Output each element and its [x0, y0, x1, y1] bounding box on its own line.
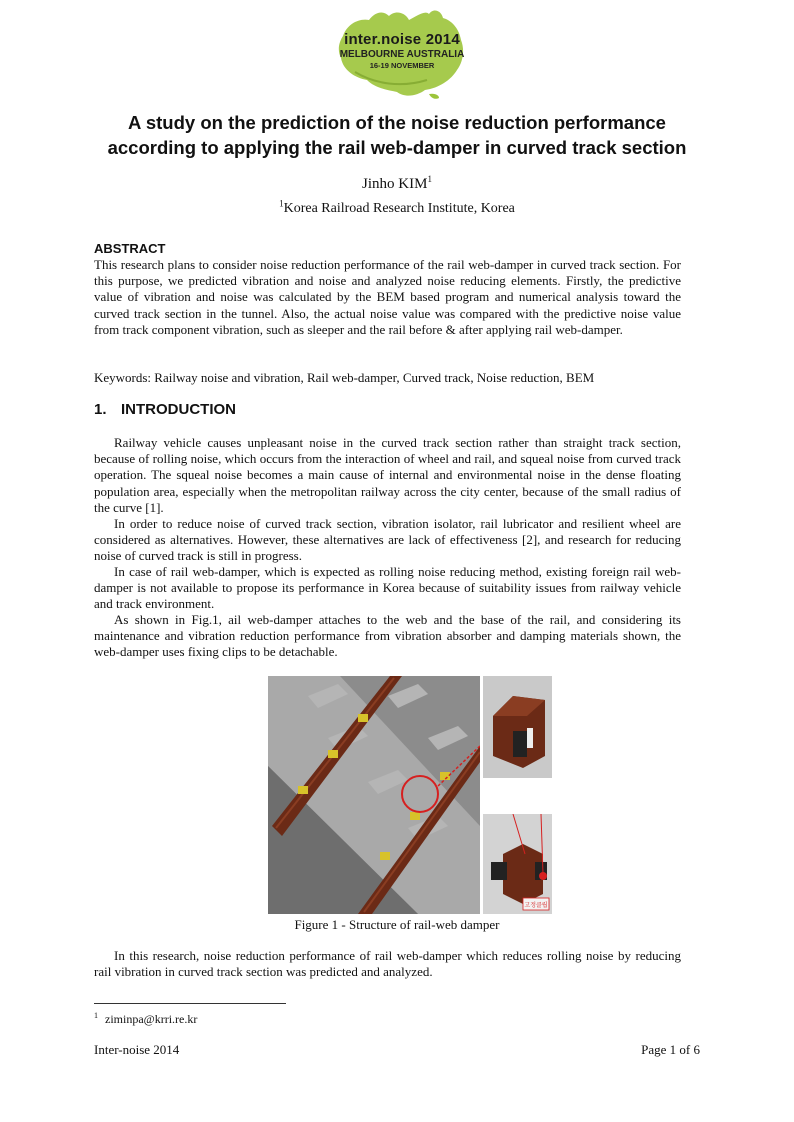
title-line-1: A study on the prediction of the noise reduction performance: [128, 112, 666, 133]
logo-dates: 16-19 NOVEMBER: [369, 61, 435, 70]
paper-title: [80, 110, 714, 160]
intro-paragraph-5: In this research, noise reduction performance of rail web-damper which reduces rolling noise by reducing rail vibration in curved track section was predicted and analyzed.: [94, 948, 681, 980]
affiliation: [0, 198, 794, 217]
logo-subtitle: MELBOURNE AUSTRALIA: [339, 49, 465, 60]
footnote-marker: 1: [94, 1011, 98, 1020]
footnote-email: ziminpa@krri.re.kr: [105, 1012, 198, 1026]
intro-paragraph-3: In case of rail web-damper, which is expected as rolling noise reducing method, existing foreign rail web-damper is not available to propose its performance in Korea because of suitability issues from railway vehicle and track environment.: [94, 564, 681, 612]
track-render-image: [268, 676, 480, 914]
figure-1: [268, 676, 552, 914]
title-line-2: according to applying the rail web-damper in curved track section: [107, 137, 687, 158]
conference-logo: [325, 6, 475, 102]
abstract-body: This research plans to consider noise reduction performance of the rail web-damper in curved track section. For this purpose, we predicted vibration and noise and analyzed noise reducing elements. Firstly, the predictive value of vibration and noise was calculated by the BEM based program and numerical analysis toward the curved track section in the tunnel. Also, the actual noise value was compared with the predictive noise value from track component vibration, such as sleeper and the rail before & after applying rail web-damper.: [94, 257, 681, 337]
intro-paragraph-4: As shown in Fig.1, ail web-damper attaches to the web and the base of the rail, and considering its maintenance and vibration reduction performance from vibration absorber and damping materials shown, the web-damper uses fixing clips to be detachable.: [94, 612, 681, 660]
figure-caption: Figure 1 - Structure of rail-web damper: [294, 917, 500, 932]
logo-title: inter.noise 2014: [344, 31, 460, 48]
damper-clip-image: [483, 814, 552, 914]
footnote: [94, 1012, 197, 1027]
abstract-heading: ABSTRACT: [94, 241, 166, 256]
author-name: Jinho KIM: [362, 176, 428, 192]
intro-paragraph-1: Railway vehicle causes unpleasant noise in the curved track section rather than straight track section, because of rolling noise, which occurs from the interaction of wheel and rail, and squeal noise from curved track operation. The squeal noise becomes a main cause of internal and environmental noise in the dense floating population area, especially when the metropolitan railway across the city center, because of the small radius of the curve [1].: [94, 435, 681, 515]
footnote-rule: [94, 1003, 286, 1004]
rail-closeup-image: [483, 676, 552, 778]
inset-label: 고정클립: [524, 902, 548, 909]
affiliation-marker: 1: [279, 198, 284, 209]
author-marker: 1: [427, 174, 432, 184]
affiliation-text: Korea Railroad Research Institute, Korea: [283, 201, 515, 216]
intro-paragraph-2: In order to reduce noise of curved track section, vibration isolator, rail lubricator and resilient wheel are considered as alternatives. However, these alternatives are lack of effectiveness [2], and research for reducing noise of curved track is still in progress.: [94, 516, 681, 564]
keywords: Keywords: Railway noise and vibration, Rail web-damper, Curved track, Noise reduction, BEM: [94, 370, 595, 385]
section-number: 1.: [94, 401, 107, 418]
introduction-heading: [94, 401, 236, 418]
footer-conference: Inter-noise 2014: [94, 1042, 180, 1057]
section-title: INTRODUCTION: [121, 401, 236, 418]
author: [0, 176, 794, 193]
footer-page-number: Page 1 of 6: [641, 1042, 700, 1057]
